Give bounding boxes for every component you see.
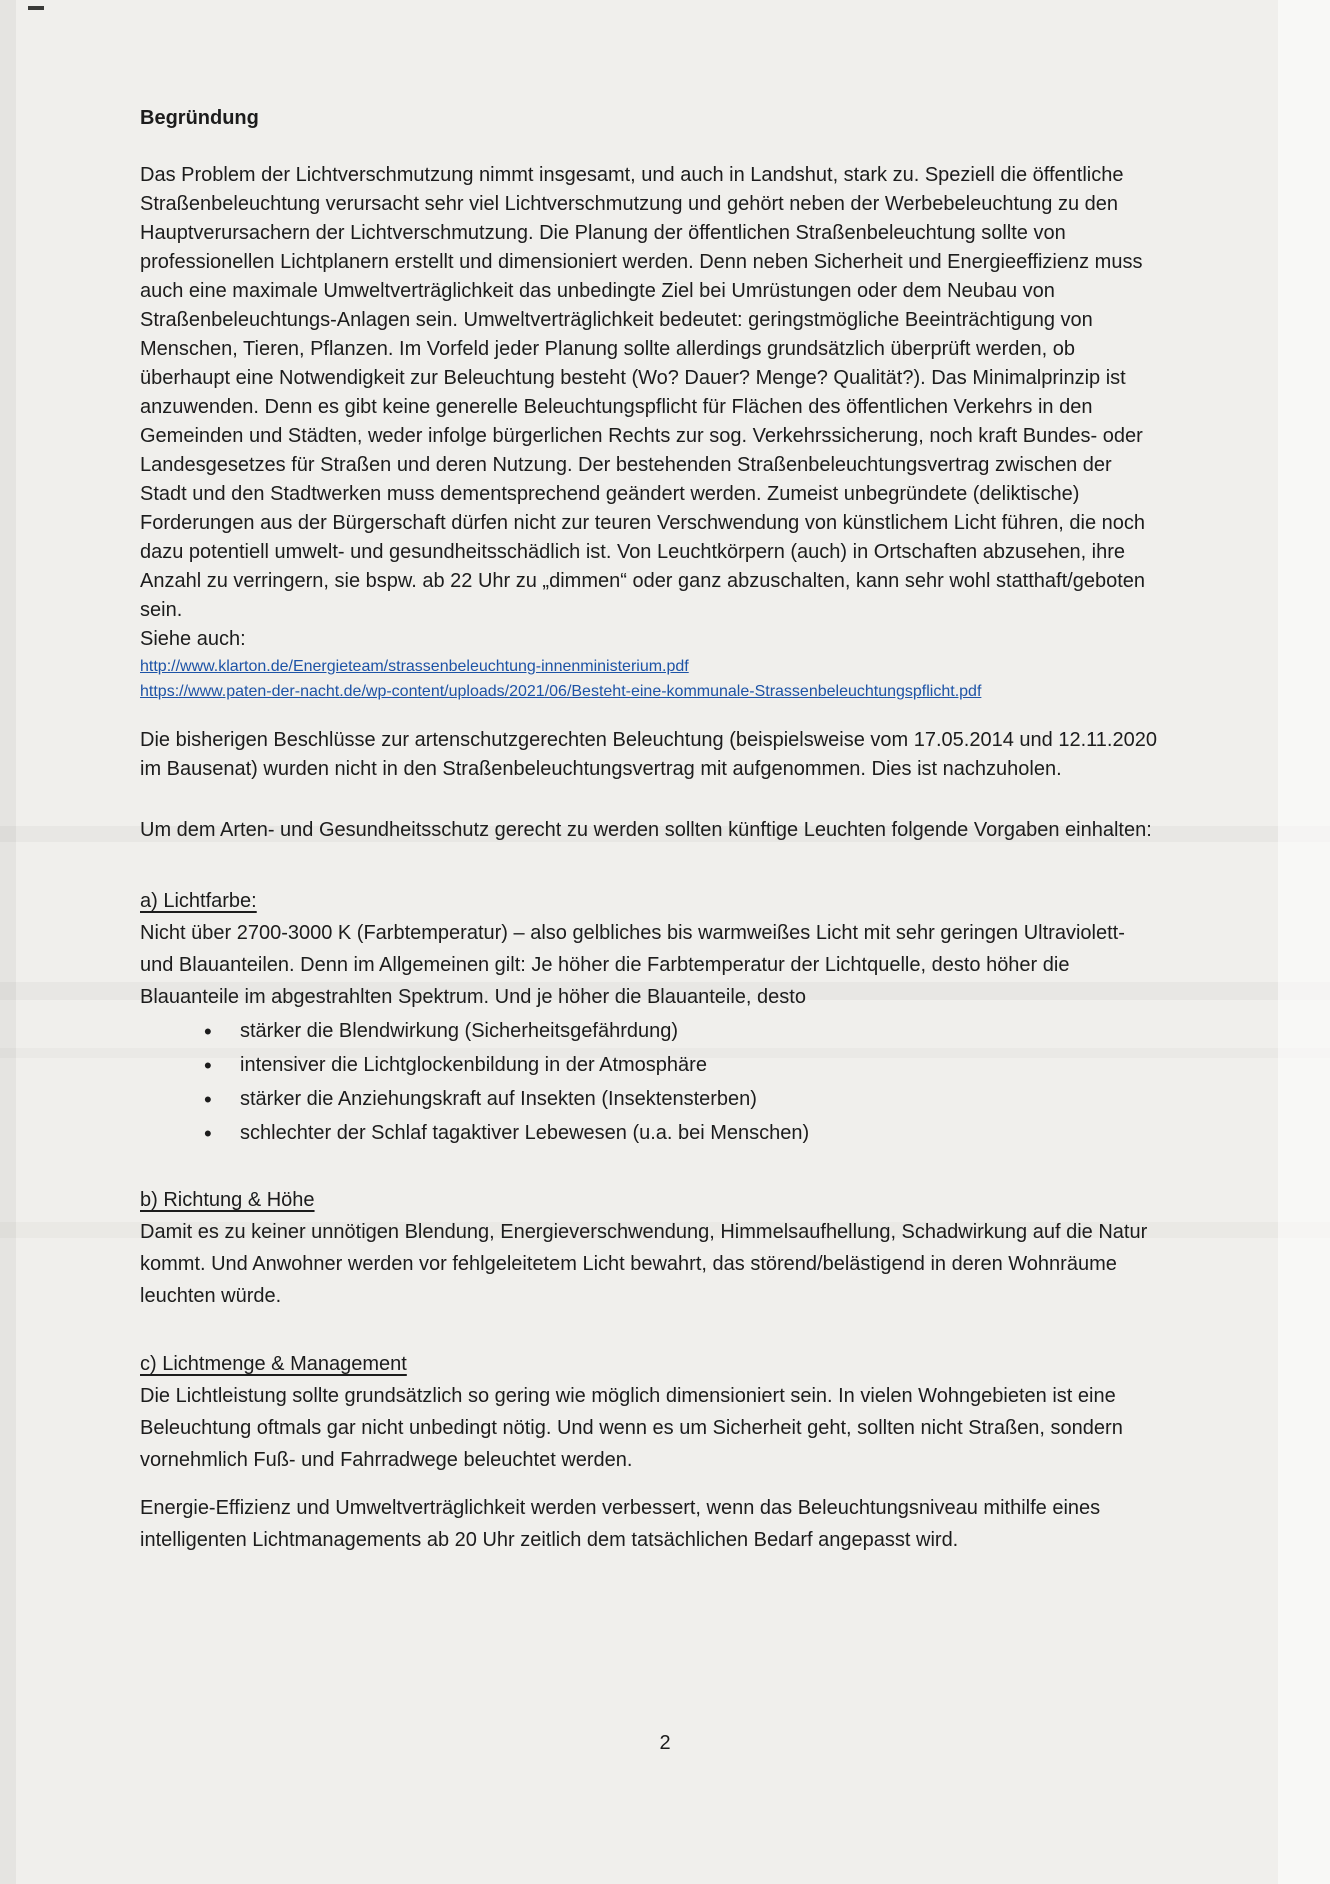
bullet-blendwirkung: • stärker die Blendwirkung (Sicherheitsgefährdung)	[140, 1017, 1160, 1046]
bullet-insekten: • stärker die Anziehungskraft auf Insekten (Insektensterben)	[140, 1085, 1160, 1114]
bullet-lichtglockenbildung: • intensiver die Lichtglockenbildung in der Atmosphäre	[140, 1051, 1160, 1080]
section-lichtfarbe-heading: a) Lichtfarbe:	[140, 890, 257, 912]
page-number: 2	[659, 1732, 671, 1754]
section-lichtmenge-management	[140, 1348, 1160, 1556]
link-paten-der-nacht-pdf[interactable]: https://www.paten-der-nacht.de/wp-content/uploads/2021/06/Besteht-eine-kommunale-Strassenbeleuchtungspflicht.pdf	[140, 683, 982, 700]
section-richtung-hoehe	[140, 1184, 1160, 1312]
link-list	[140, 654, 1160, 704]
bullet-schlaf: • schlechter der Schlaf tagaktiver Lebewesen (u.a. bei Menschen)	[140, 1119, 1160, 1148]
document-title: Begründung	[140, 107, 259, 129]
section-lichtmenge-body2: Energie-Effizienz und Umweltverträglichkeit werden verbessert, wenn das Beleuchtungsniveau mithilfe eines intelligenten Lichtmanagements ab 20 Uhr zeitlich dem tatsächlichen Bedarf angepasst wird.	[140, 1497, 1101, 1551]
link-klarton-pdf[interactable]: http://www.klarton.de/Energieteam/strassenbeleuchtung-innenministerium.pdf	[140, 658, 689, 675]
lichtfarbe-bullet-list	[140, 1017, 1160, 1148]
intro-paragraph: Das Problem der Lichtverschmutzung nimmt insgesamt, und auch in Landshut, stark zu. Speziell die öffentliche Straßenbeleuchtung verursacht sehr viel Lichtverschmutzung und gehört neben der Werbebeleuchtung zu den Hauptverursachern der Lichtverschmutzung. Die Planung der öffentlichen Straßenbeleuchtung sollte von professionellen Lichtplanern erstellt und dimensioniert werden. Denn neben Sicherheit und Energieeffizienz muss auch eine maximale Umweltverträglichkeit das unbedingte Ziel bei Umrüstungen oder dem Neubau von Straßenbeleuchtungs-Anlagen sein. Umweltverträglichkeit bedeutet: geringstmögliche Beeinträchtigung von Menschen, Tieren, Pflanzen. Im Vorfeld jeder Planung sollte allerdings grundsätzlich überprüft werden, ob überhaupt eine Notwendigkeit zur Beleuchtung besteht (Wo? Dauer? Menge? Qualität?). Das Minimalprinzip ist anzuwenden. Denn es gibt keine generelle Beleuchtungspflicht für Flächen des öffentlichen Verkehrs in den Gemeinden und Städten, weder infolge bürgerlichen Rechts zur sog. Verkehrssicherung, noch kraft Bundes- oder Landesgesetzes für Straßen und deren Nutzung. Der bestehenden Straßenbeleuchtungsvertrag zwischen der Stadt und den Stadtwerken muss dementsprechend geändert werden. Zumeist unbegründete (deliktische) Forderungen aus der Bürgerschaft dürfen nicht zur teuren Verschwendung von künstlichem Licht führen, die noch dazu potentiell umwelt- und gesundheitsschädlich ist. Von Leuchtkörpern (auch) in Ortschaften abzusehen, ihre Anzahl zu verringern, sie bspw. ab 22 Uhr zu „dimmen“ oder ganz abzuschalten, kann sehr wohl statthaft/geboten sein.	[140, 164, 1146, 621]
vorgaben-paragraph: Um dem Arten- und Gesundheitsschutz gerecht zu werden sollten künftige Leuchten folgende Vorgaben einhalten:	[140, 819, 1152, 841]
section-richtung-hoehe-heading: b) Richtung & Höhe	[140, 1189, 315, 1211]
see-also-label: Siehe auch:	[140, 628, 246, 650]
section-richtung-hoehe-body: Damit es zu keiner unnötigen Blendung, Energieverschwendung, Himmelsaufhellung, Schadwirkung auf die Natur kommt. Und Anwohner werden vor fehlgeleitetem Licht bewahrt, das störend/belästigend in deren Wohnräume leuchten würde.	[140, 1221, 1148, 1307]
section-lichtmenge-body: Die Lichtleistung sollte grundsätzlich so gering wie möglich dimensioniert sein. In vielen Wohngebieten ist eine Beleuchtung oftmals gar nicht unbedingt nötig. Und wenn es um Sicherheit geht, sollten nicht Straßen, sondern vornehmlich Fuß- und Fahrradwege beleuchtet werden.	[140, 1385, 1123, 1471]
section-lichtmenge-heading: c) Lichtmenge & Management	[140, 1353, 407, 1375]
section-lichtfarbe	[140, 885, 1160, 1148]
section-lichtfarbe-body: Nicht über 2700-3000 K (Farbtemperatur) – also gelbliches bis warmweißes Licht mit sehr geringen Ultraviolett- und Blauanteilen. Denn im Allgemeinen gilt: Je höher die Farbtemperatur der Lichtquelle, desto höher die Blauanteile im abgestrahlten Spektrum. Und je höher die Blauanteile, desto	[140, 922, 1125, 1008]
beschluesse-paragraph: Die bisherigen Beschlüsse zur artenschutzgerechten Beleuchtung (beispielsweise vom 17.05.2014 und 12.11.2020 im Bausenat) wurden nicht in den Straßenbeleuchtungsvertrag mit aufgenommen. Dies ist nachzuholen.	[140, 729, 1157, 780]
